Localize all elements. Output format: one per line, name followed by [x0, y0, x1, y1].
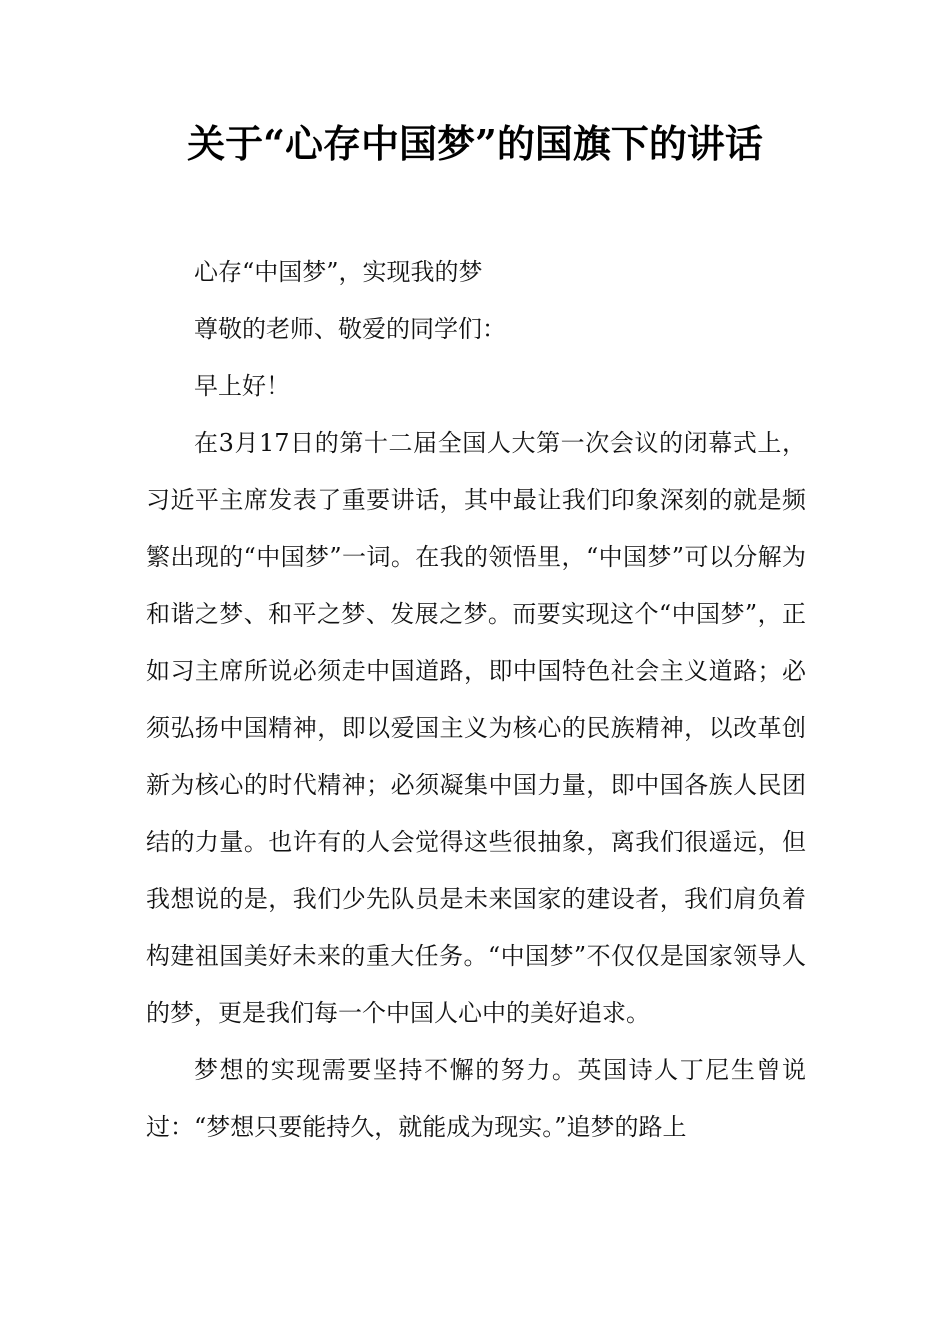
document-title: 关于“心存中国梦”的国旗下的讲话	[187, 121, 763, 166]
body-paragraph: 梦想的实现需要坚持不懈的努力。英国诗人丁尼生曾说过：“梦想只要能持久，就能成为现实。”追梦的路上	[146, 1056, 806, 1141]
body-paragraph: 在3月17日的第十二届全国人大第一次会议的闭幕式上，习近平主席发表了重要讲话，其中最让我们印象深刻的就是频繁出现的“中国梦”一词。在我的领悟里，“中国梦”可以分解为和谐之梦、和平之梦、发展之梦。而要实现这个“中国梦”，正如习主席所说必须走中国道路，即中国特色社会主义道路；必须弘扬中国精神，即以爱国主义为核心的民族精神，以改革创新为核心的时代精神；必须凝集中国力量，即中国各族人民团结的力量。也许有的人会觉得这些很抽象，离我们很遥远，但我想说的是，我们少先队员是未来国家的建设者，我们肩负着构建祖国美好未来的重大任务。“中国梦”不仅仅是国家领导人的梦，更是我们每一个中国人心中的美好追求。	[146, 429, 806, 1027]
greeting: 早上好！	[194, 372, 290, 400]
document-body	[146, 244, 806, 1156]
salutation: 尊敬的老师、敬爱的同学们：	[194, 315, 506, 343]
speech-subtitle: 心存“中国梦”，实现我的梦	[194, 258, 483, 286]
